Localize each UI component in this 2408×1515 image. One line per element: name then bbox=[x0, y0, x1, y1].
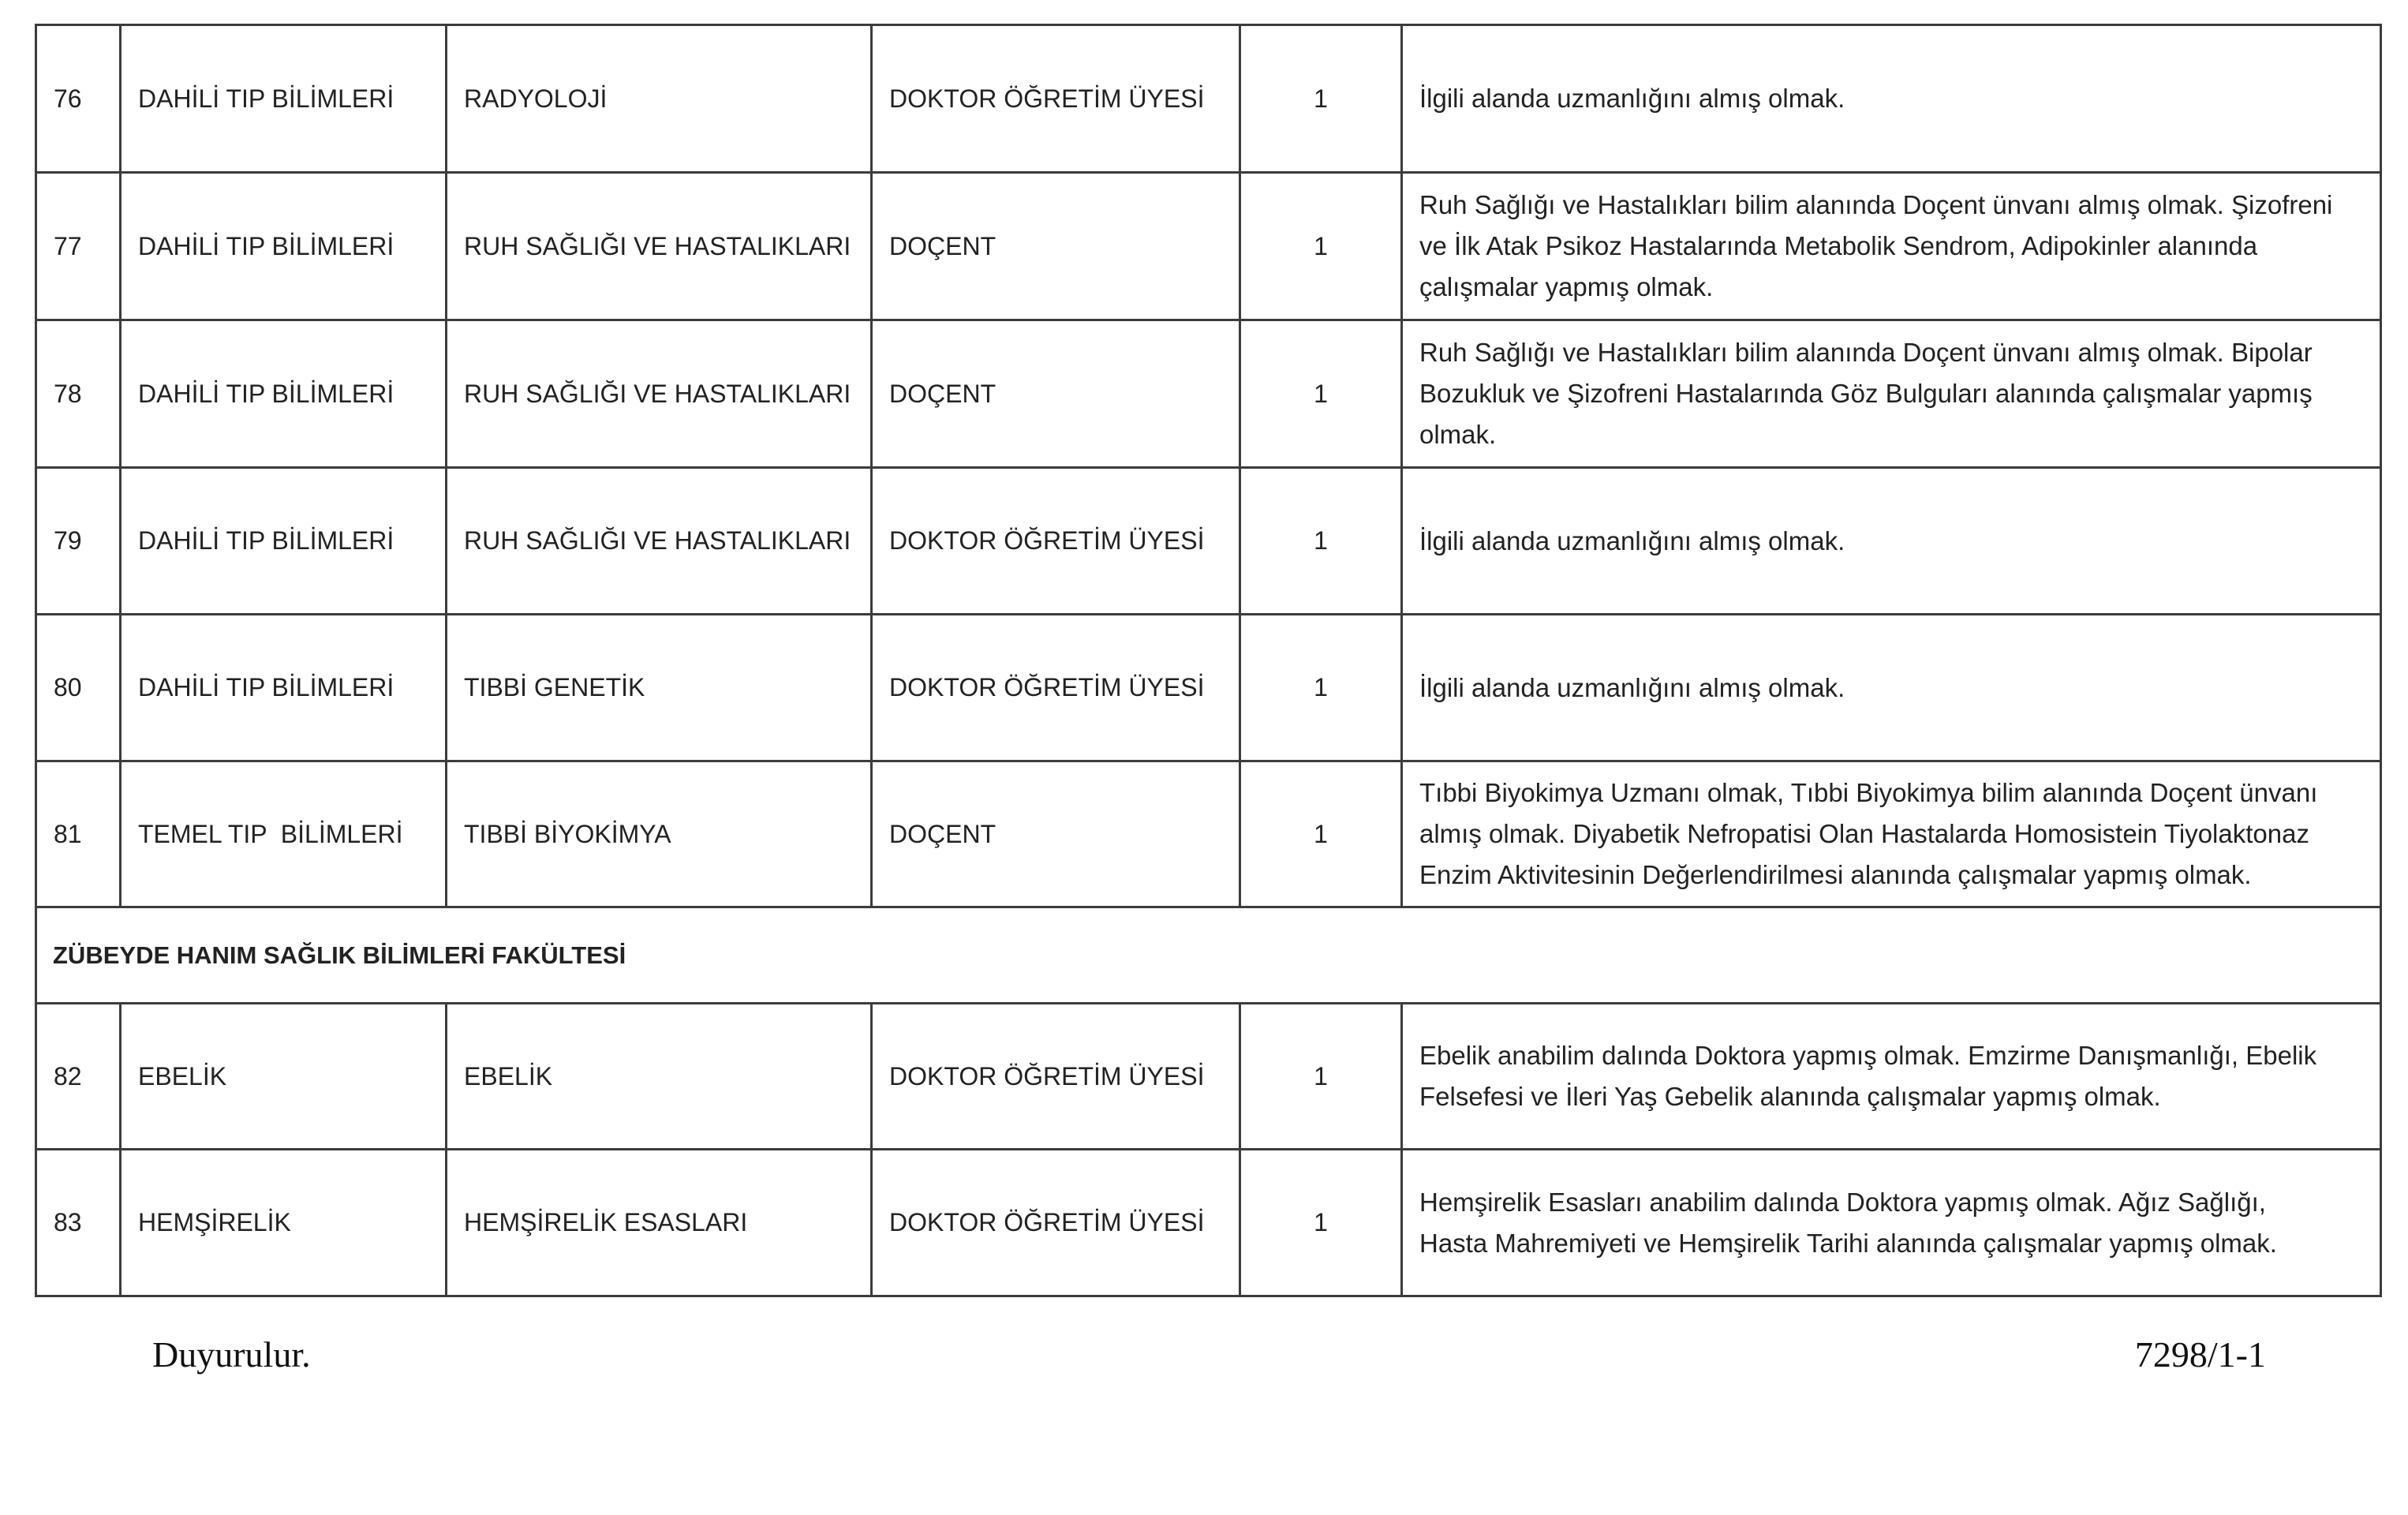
position-title-cell: DOKTOR ÖĞRETİM ÜYESİ bbox=[873, 469, 1239, 613]
row-number-cell: 83 bbox=[37, 1150, 119, 1295]
requirements-line: çalışmalar yapmış olmak. bbox=[1419, 272, 1714, 301]
position-count-cell: 1 bbox=[1241, 469, 1400, 613]
department-cell: DAHİLİ TIP BİLİMLERİ bbox=[122, 26, 445, 171]
position-count-cell: 1 bbox=[1241, 174, 1400, 319]
requirements-cell bbox=[1403, 762, 2380, 906]
department-cell: TEMEL TIP BİLİMLERİ bbox=[122, 762, 445, 906]
requirements-line: Enzim Aktivitesinin Değerlendirilmesi alanında çalışmalar yapmış olmak. bbox=[1419, 860, 2252, 889]
department-cell: DAHİLİ TIP BİLİMLERİ bbox=[122, 174, 445, 319]
requirements-line: ve İlk Atak Psikoz Hastalarında Metabolik Sendrom, Adipokinler alanında bbox=[1419, 231, 2258, 260]
row-number-cell: 80 bbox=[37, 615, 119, 760]
announcement-text: Duyurulur. bbox=[152, 1334, 311, 1375]
department-cell: HEMŞİRELİK bbox=[122, 1150, 445, 1295]
requirements-cell bbox=[1403, 321, 2380, 466]
requirements-line: Hasta Mahremiyeti ve Hemşirelik Tarihi alanında çalışmalar yapmış olmak. bbox=[1419, 1228, 2277, 1258]
division-cell: RADYOLOJİ bbox=[447, 26, 870, 171]
requirements-cell bbox=[1403, 26, 2380, 171]
position-count-cell: 1 bbox=[1241, 26, 1400, 171]
requirements-line: Ruh Sağlığı ve Hastalıkları bilim alanında Doçent ünvanı almış olmak. Şizofreni bbox=[1419, 190, 2333, 219]
requirements-cell bbox=[1403, 469, 2380, 613]
position-title-cell: DOKTOR ÖĞRETİM ÜYESİ bbox=[873, 1150, 1239, 1295]
requirements-cell bbox=[1403, 1004, 2380, 1148]
requirements-line: olmak. bbox=[1419, 420, 1497, 449]
position-title-cell: DOÇENT bbox=[873, 762, 1239, 906]
position-title-cell: DOKTOR ÖĞRETİM ÜYESİ bbox=[873, 1004, 1239, 1148]
position-title-cell: DOÇENT bbox=[873, 321, 1239, 466]
division-cell: HEMŞİRELİK ESASLARI bbox=[447, 1150, 870, 1295]
row-number-cell: 77 bbox=[37, 174, 119, 319]
department-cell: DAHİLİ TIP BİLİMLERİ bbox=[122, 469, 445, 613]
position-count-cell: 1 bbox=[1241, 1004, 1400, 1148]
requirements-line: Ruh Sağlığı ve Hastalıkları bilim alanında Doçent ünvanı almış olmak. Bipolar bbox=[1419, 338, 2313, 367]
row-number-cell: 81 bbox=[37, 762, 119, 906]
staff-positions-table bbox=[35, 24, 2382, 1297]
division-cell: TIBBİ GENETİK bbox=[447, 615, 870, 760]
requirements-line: İlgili alanda uzmanlığını almış olmak. bbox=[1419, 672, 1845, 702]
position-title-cell: DOKTOR ÖĞRETİM ÜYESİ bbox=[873, 26, 1239, 171]
requirements-line: Felsefesi ve İleri Yaş Gebelik alanında çalışmalar yapmış olmak. bbox=[1419, 1082, 2161, 1111]
position-count-cell: 1 bbox=[1241, 321, 1400, 466]
requirements-line: Tıbbi Biyokimya Uzmanı olmak, Tıbbi Biyokimya bilim alanında Doçent ünvanı bbox=[1419, 778, 2318, 807]
requirements-cell bbox=[1403, 1150, 2380, 1295]
division-cell: RUH SAĞLIĞI VE HASTALIKLARI bbox=[447, 469, 870, 613]
requirements-line: Ebelik anabilim dalında Doktora yapmış olmak. Emzirme Danışmanlığı, Ebelik bbox=[1419, 1041, 2317, 1070]
position-count-cell: 1 bbox=[1241, 615, 1400, 760]
department-cell: DAHİLİ TIP BİLİMLERİ bbox=[122, 321, 445, 466]
position-count-cell: 1 bbox=[1241, 762, 1400, 906]
requirements-line: İlgili alanda uzmanlığını almış olmak. bbox=[1419, 526, 1845, 556]
requirements-line: almış olmak. Diyabetik Nefropatisi Olan Hastalarda Homosistein Tiyolaktonaz bbox=[1419, 819, 2309, 848]
division-cell: EBELİK bbox=[447, 1004, 870, 1148]
requirements-line: Bozukluk ve Şizofreni Hastalarında Göz Bulguları alanında çalışmalar yapmış bbox=[1419, 379, 2313, 408]
row-number-cell: 82 bbox=[37, 1004, 119, 1148]
requirements-cell bbox=[1403, 174, 2380, 319]
faculty-section-header: ZÜBEYDE HANIM SAĞLIK BİLİMLERİ FAKÜLTESİ bbox=[37, 908, 2380, 1002]
division-cell: RUH SAĞLIĞI VE HASTALIKLARI bbox=[447, 321, 870, 466]
requirements-line: İlgili alanda uzmanlığını almış olmak. bbox=[1419, 84, 1845, 113]
division-cell: TIBBİ BİYOKİMYA bbox=[447, 762, 870, 906]
requirements-cell bbox=[1403, 615, 2380, 760]
document-reference-number: 7298/1-1 bbox=[2134, 1334, 2266, 1375]
department-cell: DAHİLİ TIP BİLİMLERİ bbox=[122, 615, 445, 760]
division-cell: RUH SAĞLIĞI VE HASTALIKLARI bbox=[447, 174, 870, 319]
requirements-line: Hemşirelik Esasları anabilim dalında Doktora yapmış olmak. Ağız Sağlığı, bbox=[1419, 1187, 2266, 1217]
position-title-cell: DOÇENT bbox=[873, 174, 1239, 319]
position-count-cell: 1 bbox=[1241, 1150, 1400, 1295]
position-title-cell: DOKTOR ÖĞRETİM ÜYESİ bbox=[873, 615, 1239, 760]
row-number-cell: 76 bbox=[37, 26, 119, 171]
row-number-cell: 79 bbox=[37, 469, 119, 613]
department-cell: EBELİK bbox=[122, 1004, 445, 1148]
row-number-cell: 78 bbox=[37, 321, 119, 466]
